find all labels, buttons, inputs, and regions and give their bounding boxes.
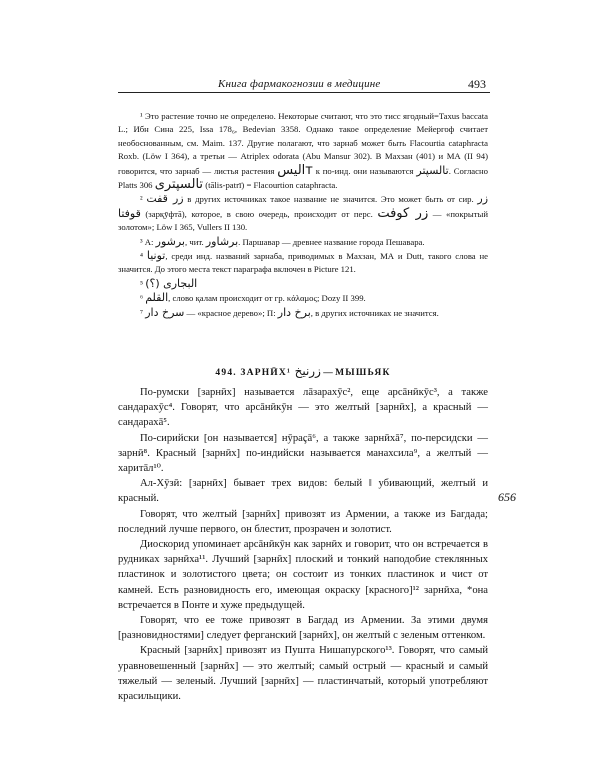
footnote-1-text-c: . Согласно Platts 306 (118, 165, 488, 191)
footnote-3-text-b: , чит. (184, 236, 204, 247)
footnote-4 (118, 249, 488, 277)
footnote-3-arabic-b: برشاور (205, 234, 239, 248)
paragraph-7: Красный [зарнӣх] привозят из Пушта Нишапурского¹³. Говорят, что самый уравновешенный [зарнӣх] — это желтый; самый острый — красный и самый тяжелый — зеленый. Лучший [зарнӣх] — пластинчатый, который употребляют красильщики. (118, 645, 488, 703)
footnote-1-text: ¹ Это растение точно не определено. Некоторые считают, что это тисс ягодный=Taxus baccata L.; Ибн Сина 225, Issa 178₆, Bedevian 3358. Однако такое определение Мейергоф считает необоснованным, см. Maim. 137. Другие полагают, что зарнаб может быть Flacourtia cataphracta Roxb. (Löw I 364), а третьи — Atriplex odorata (Abu Mansur 302). В Махзан (401) и МА (II 94) говорится, что зарнаб — листья растения (118, 111, 488, 176)
footnote-1-arabic-c: تالسپتری (154, 177, 204, 193)
footnote-7 (118, 306, 488, 320)
section-number: 494. ЗАРНӢХ¹ (215, 368, 291, 378)
footnote-6 (118, 291, 488, 305)
footnote-2-arabic-c: زر کوفت (377, 205, 429, 221)
footnote-2-text-b: (зарқӯфтā), которое, в свою очередь, происходит от перс. (145, 208, 373, 219)
running-header (118, 78, 490, 93)
margin-page-reference: 656 (498, 490, 516, 504)
footnote-1 (118, 110, 488, 192)
footnote-3-text-c: . Паршавар — древнее название города Пешавара. (238, 236, 425, 247)
footnote-1-arabic-a: тالیس (277, 162, 313, 178)
footnote-1-arabic-b: تالسپتر (416, 163, 449, 177)
footnote-5-arabic: البجاری (؟) (145, 276, 198, 290)
section-russian-title: — МЫШЬЯК (323, 368, 391, 378)
footnote-4-text: , среди инд. названий зарнаба, приводимых в Махзан, МА и Dutt, такого слова не значится. До этого места текст параграфа включен в Picture 121. (118, 251, 489, 275)
footnote-6-text: , слово қалам происходит от гр. κάλαμος; Dozy II 399. (168, 293, 366, 304)
footnotes-block (118, 110, 488, 320)
footnote-2 (118, 192, 488, 234)
footnote-5 (118, 277, 488, 291)
paragraph-6: Говорят, что ее тоже привозят в Багдад из Армении. За этими двумя [разновидностями] следует ферганский [зарнӣх], он желтый с зеленым оттенком. (118, 615, 488, 642)
paragraph-5: Диоскорид упоминает арсāнӣкӯн как зарнӣх и говорит, что он встречается в рудниках зарнӣха¹¹. Лучший [зарнӣх] плоский и тонкий наподобие стеклянных пластинок и золотистого цвета; он состоит из тонких пластинок и чист от камней. Есть разновидность его, имеющая окраску [красного]¹² зарнӣха, *она встречается в Понте и хуже предыдущей. (118, 539, 488, 611)
footnote-7-arabic-a: سرخ دار (145, 305, 185, 319)
footnote-2-text-c: — «покрытый золотом»; Löw I 365, Vullers II 130. (118, 208, 489, 233)
footnote-6-arabic: القلم (145, 291, 169, 305)
footnote-3 (118, 235, 488, 249)
footnote-2-arabic-b: زر قوفتا (118, 192, 489, 220)
footnote-1-text-d: (tālis-patrī) = Flacourtion cataphracta. (205, 180, 338, 191)
paragraph-3: Ал-Хӯзӣ: [зарнӣх] бывает трех видов: белый ‖ убивающий, желтый и красный. (118, 478, 488, 505)
footnote-6-mark: ⁶ (140, 293, 144, 304)
main-text (118, 385, 488, 704)
footnote-7-arabic-b: برخ دار (277, 305, 311, 319)
paragraph-1: По-румски [зарнӣх] называется лāзарахӯс², еще арсāнӣкӯс³, а также сандарахӯс⁴. Говорят, что арсāнӣкӯн — это желтый [зарнӣх], а красный — сандарахā⁵. (118, 387, 488, 429)
footnote-4-mark: ⁴ (140, 251, 144, 262)
paragraph-4: Говорят, что желтый [зарнӣх] привозят из Армении, а также из Багдада; последний лучше первого, он блестит, прозрачен и золотист. (118, 508, 488, 535)
footnote-7-mark: ⁷ (140, 307, 144, 318)
footnote-5-mark: ⁵ (140, 278, 144, 289)
section-heading (118, 364, 488, 378)
footnote-2-mark: ² (140, 194, 143, 205)
footnote-1-text-b: к по-инд. они называются (315, 165, 414, 176)
footnote-2-arabic-a: زر قفت (146, 192, 184, 206)
running-title: Книга фармакогнозии в медицине (218, 78, 381, 90)
footnote-4-arabic: تونیا (146, 249, 166, 263)
page-number: 493 (468, 77, 486, 91)
section-arabic-title: زرنيخ (294, 364, 321, 378)
footnote-3-text: ³ А: (140, 236, 154, 247)
footnote-3-arabic-a: برشور (155, 234, 185, 248)
footnote-2-text: в других источниках такое название не значится. Это может быть от сир. (187, 194, 474, 205)
paragraph-2: По-сирийски [он называется] нӯраҫā⁶, а также зарнӣхā⁷, по-персидски — зарнӣ⁸. Красный [зарнӣх] по-индийски называется манахсила⁹, а желтый — харитāл¹⁰. (118, 432, 488, 475)
footnote-7-text: — «красное дерево»; П: (186, 307, 276, 318)
footnote-7-text-b: , в других источниках не значится. (310, 307, 439, 318)
